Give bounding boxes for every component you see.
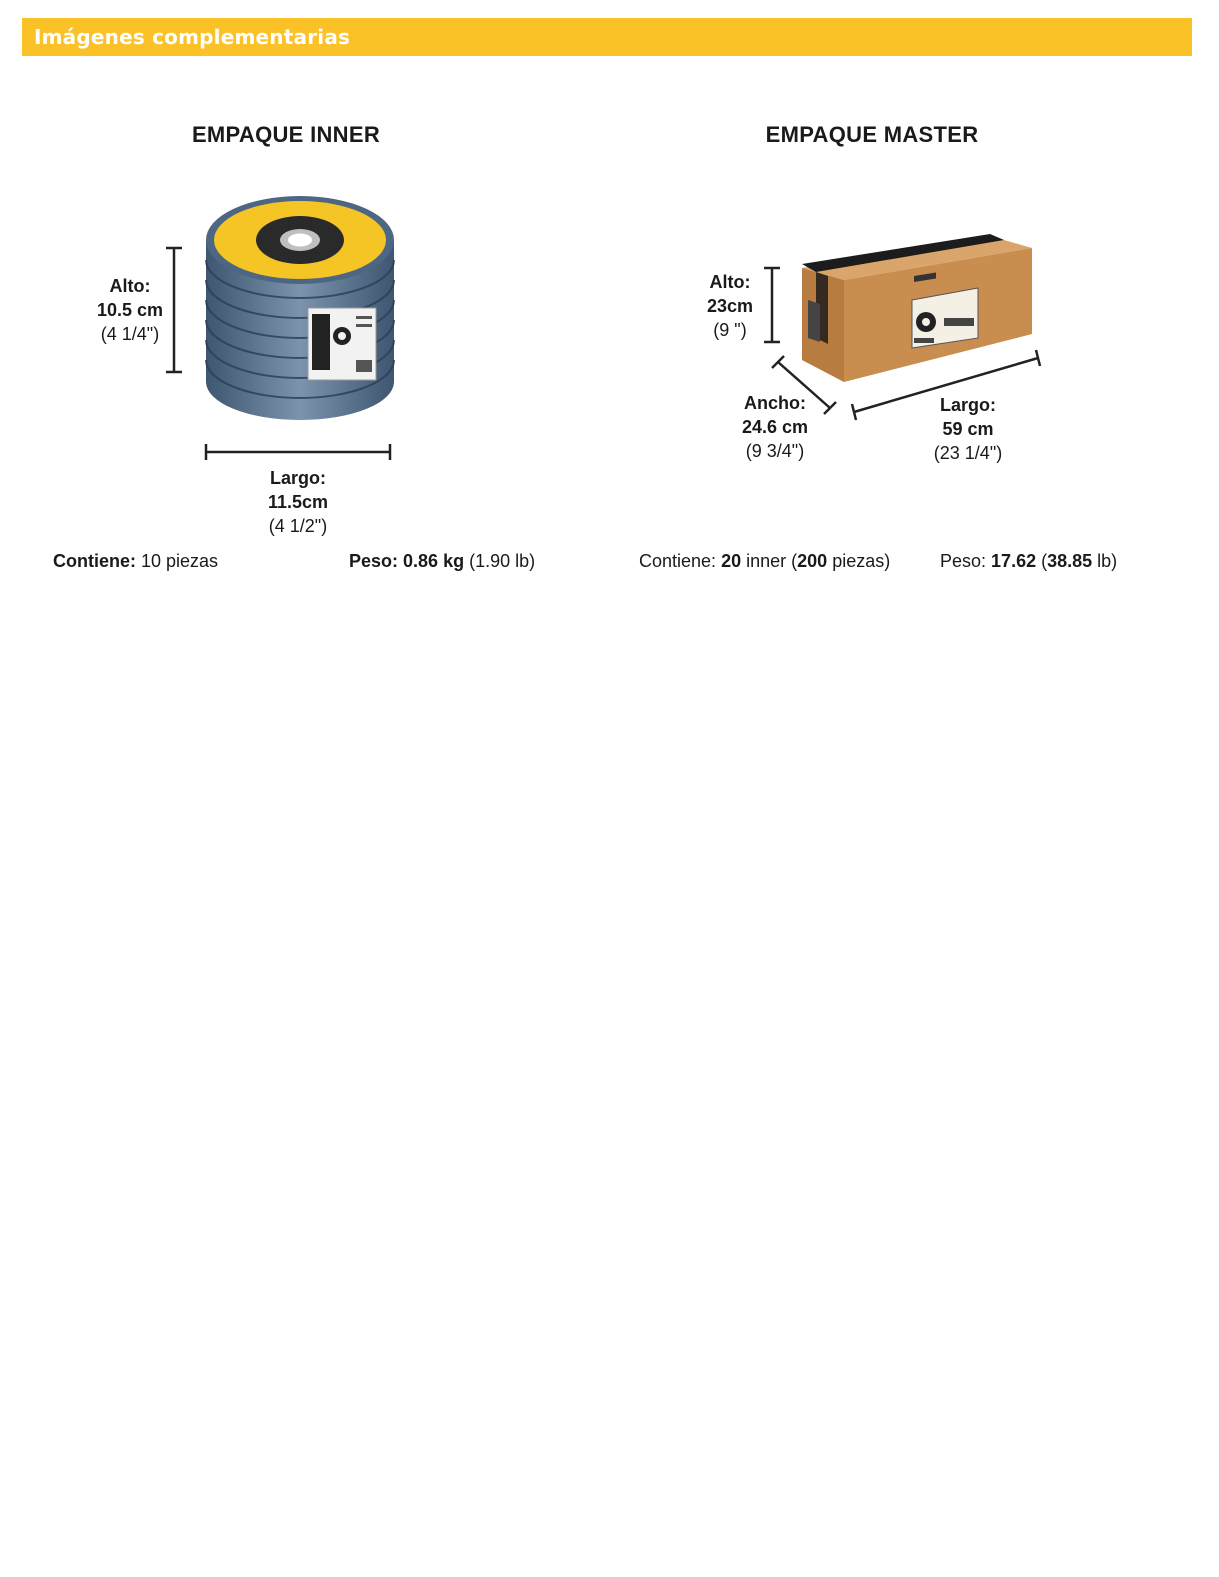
section-title: Imágenes complementarias [34,25,351,49]
master-height-label: Alto: 23cm (9 ") [706,272,754,340]
inner-package-title: EMPAQUE INNER [191,122,381,147]
master-package-title: EMPAQUE MASTER [765,122,979,147]
master-length-label: Largo: 59 cm (23 1/4") [933,395,1003,463]
master-contents: Contiene: 20 inner (200 piezas) [639,551,891,571]
master-width-label: Ancho: 24.6 cm (9 3/4") [741,393,809,461]
master-weight: Peso: 17.62 (38.85 lb) [940,551,1118,571]
section-banner [22,18,1192,56]
inner-length-label: Largo: 11.5cm (4 1/2") [267,468,329,536]
inner-weight: Peso: 0.86 kg (1.90 lb) [349,551,536,571]
inner-height-label: Alto: 10.5 cm (4 1/4") [96,276,164,344]
inner-contents: Contiene: 10 piezas [53,551,219,571]
inner-length-dimension-line [204,442,394,462]
flap-disc-stack-image [200,190,400,425]
